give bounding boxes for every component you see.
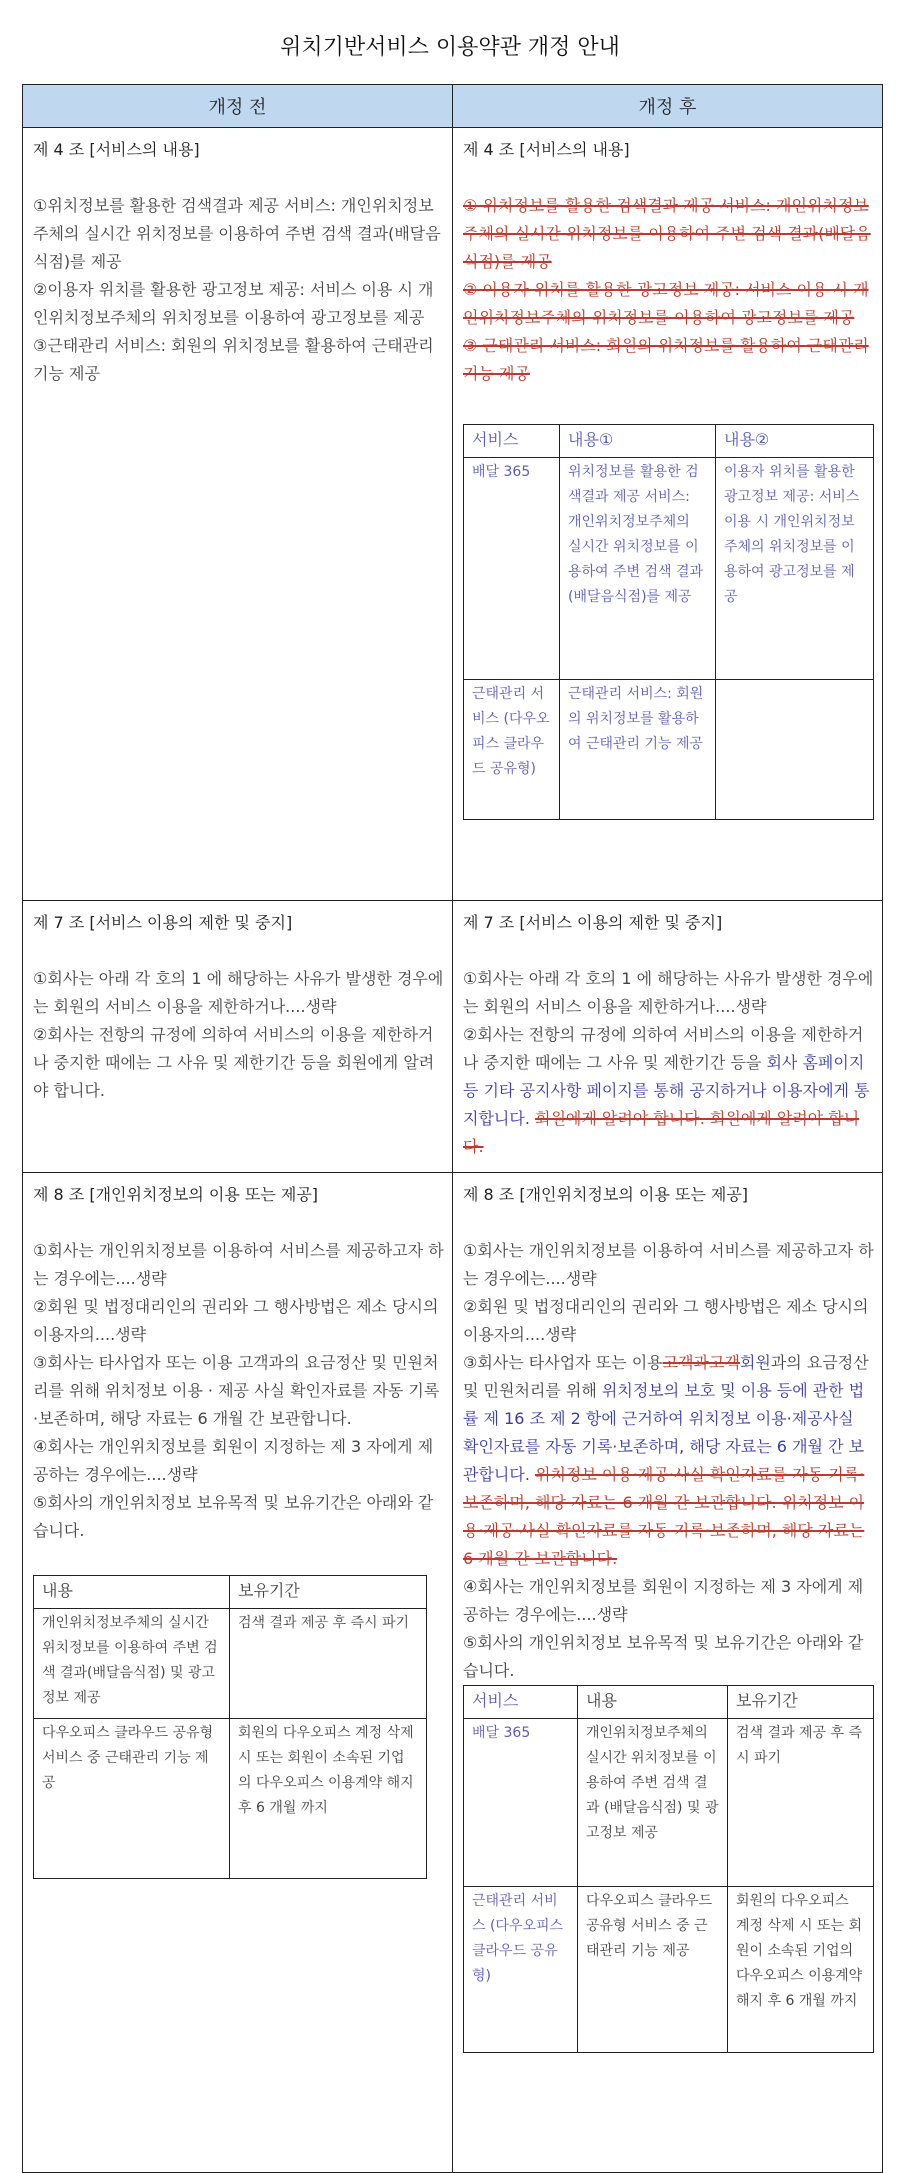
art7-before-title: 제 7 조 [서비스 이용의 제한 및 중지] <box>33 913 293 932</box>
art8-before-item-5: ⑤회사의 개인위치정보 보유목적 및 보유기간은 아래와 같습니다. <box>33 1493 434 1540</box>
art8-after-item-1: ①회사는 개인위치정보를 이용하여 서비스를 제공하고자 하는 경우에는....생략 <box>463 1241 874 1288</box>
art4-table-cell: 위치정보를 활용한 검색결과 제공 서비스: 개인위치정보주체의 실시간 위치정보를 이용하여 주변 검색 결과(배달음식점)를 제공 <box>560 458 716 680</box>
art7-before-item-2: ②회사는 전항의 규정에 의하여 서비스의 이용을 제한하거나 중지한 때에는 그 사유 및 제한기간 등을 회원에게 알려야 합니다. <box>33 1025 435 1100</box>
art8-after-table-cell: 근태관리 서비스 (다우오피스 클라우드 공유형) <box>464 1887 578 2053</box>
art7-before-cell <box>23 901 453 1173</box>
art7-after-item-2 <box>463 1021 874 1161</box>
art7-before-item-1: ①회사는 아래 각 호의 1 에 해당하는 사유가 발생한 경우에는 회원의 서비스 이용을 제한하거나....생략 <box>33 969 444 1016</box>
art8-before-table-header: 내용 <box>34 1576 230 1609</box>
art8-before-item-2: ②회원 및 법정대리인의 권리와 그 행사방법은 제소 당시의 이용자의....생략 <box>33 1297 439 1344</box>
art8-after-item-2: ②회원 및 법정대리인의 권리와 그 행사방법은 제소 당시의 이용자의....생략 <box>463 1297 869 1344</box>
art7-after-struck: 회원에게 알려야 합니다. 회원에게 알려야 합니다. <box>463 1109 860 1156</box>
art8-before-table-cell: 회원의 다우오피스 계정 삭제 시 또는 회원이 소속된 기업의 다우오피스 이용계약 해지 후 6 개월 까지 <box>230 1719 427 1879</box>
art8-after-struck-2: 위치정보 이용·제공·사실 확인자료를 자동 기록·보존하며, 해당 자료는 6 개월 간 보관합니다. 위치정보 이용·제공·사실 확인자료를 자동 기록·보존하며, 해당 자료는 6 개월 간 보관합니다. <box>463 1465 865 1568</box>
art8-after-retention-table <box>463 1685 874 2053</box>
art4-table-cell: 이용자 위치를 활용한 광고정보 제공: 서비스 이용 시 개인위치정보주체의 위치정보를 이용하여 광고정보를 제공 <box>716 458 874 680</box>
art8-after-title: 제 8 조 [개인위치정보의 이용 또는 제공] <box>463 1185 749 1204</box>
art4-table-cell: 근태관리 서비스: 회원의 위치정보를 활용하여 근태관리 기능 제공 <box>560 680 716 820</box>
art8-after-table-cell: 검색 결과 제공 후 즉시 파기 <box>728 1719 874 1887</box>
art8-after-table-cell: 개인위치정보주체의 실시간 위치정보를 이용하여 주변 검색 결과 (배달음식점) 및 광고정보 제공 <box>578 1719 728 1887</box>
art4-table-header: 서비스 <box>464 425 560 458</box>
art4-after-struck-3: ③ 근태관리 서비스: 회원의 위치정보를 활용하여 근태관리 기능 제공 <box>463 336 869 383</box>
art8-before-retention-table <box>33 1575 427 1879</box>
art8-after-table-header: 서비스 <box>464 1686 578 1719</box>
art4-table-header: 내용② <box>716 425 874 458</box>
art7-after-cell <box>453 901 883 1173</box>
art8-before-cell <box>23 1173 453 2173</box>
art4-before-cell <box>23 128 453 901</box>
art4-before-title: 제 4 조 [서비스의 내용] <box>33 140 200 159</box>
header-after: 개정 후 <box>453 85 883 128</box>
art8-after-table-cell: 회원의 다우오피스 계정 삭제 시 또는 회원이 소속된 기업의 다우오피스 이용계약 해지 후 6 개월 까지 <box>728 1887 874 2053</box>
art7-after-item-1: ①회사는 아래 각 호의 1 에 해당하는 사유가 발생한 경우에는 회원의 서비스 이용을 제한하거나....생략 <box>463 969 874 1016</box>
art8-after-item-3 <box>463 1349 874 1573</box>
art4-before-item-2: ②이용자 위치를 활용한 광고정보 제공: 서비스 이용 시 개인위치정보주체의 위치정보를 이용하여 광고정보를 제공 <box>33 280 434 327</box>
art4-before-item-3: ③근태관리 서비스: 회원의 위치정보를 활용하여 근태관리 기능 제공 <box>33 336 434 383</box>
art4-table-header: 내용① <box>560 425 716 458</box>
art4-after-cell <box>453 128 883 901</box>
art8-after-added-2: 위치정보의 보호 및 이용 등에 관한 법률 제 16 조 제 2 항에 근거하여 위치정보 이용·제공사실 확인자료를 자동 기록·보존하며, 해당 자료는 6 개월 간 보관합니다. <box>463 1381 865 1484</box>
art4-service-table <box>463 424 874 820</box>
art8-before-table-cell: 개인위치정보주체의 실시간 위치정보를 이용하여 주변 검색 결과(배달음식점) 및 광고정보 제공 <box>34 1609 230 1719</box>
art8-after-item-3-text: ③회사는 타사업자 또는 이용 <box>463 1353 663 1372</box>
art8-before-item-3: ③회사는 타사업자 또는 이용 고객과의 요금정산 및 민원처리를 위해 위치정보 이용 · 제공 사실 확인자료를 자동 기록·보존하며, 해당 자료는 6 개월 간 보관합니다. <box>33 1353 440 1428</box>
art4-table-cell <box>716 680 874 820</box>
art8-before-item-1: ①회사는 개인위치정보를 이용하여 서비스를 제공하고자 하는 경우에는....생략 <box>33 1241 444 1288</box>
art7-after-added: 회사 홈페이지 등 기타 공지사항 페이지를 통해 공지하거나 이용자에게 통지합니다. <box>463 1053 870 1128</box>
art8-after-cell <box>453 1173 883 2173</box>
art8-after-table-header: 내용 <box>578 1686 728 1719</box>
header-before: 개정 전 <box>23 85 453 128</box>
art8-after-item-5: ⑤회사의 개인위치정보 보유목적 및 보유기간은 아래와 같습니다. <box>463 1633 864 1680</box>
art4-after-struck-1: ① 위치정보를 활용한 검색결과 제공 서비스: 개인위치정보주체의 실시간 위치정보를 이용하여 주변 검색 결과(배달음식점)를 제공 <box>463 196 871 271</box>
art8-after-table-cell: 배달 365 <box>464 1719 578 1887</box>
art8-after-item-4: ④회사는 개인위치정보를 회원이 지정하는 제 3 자에게 제공하는 경우에는....생략 <box>463 1577 864 1624</box>
art8-before-table-header: 보유기간 <box>230 1576 427 1609</box>
art8-before-item-4: ④회사는 개인위치정보를 회원이 지정하는 제 3 자에게 제공하는 경우에는....생략 <box>33 1437 434 1484</box>
art8-after-item-3-text: 과의 요금정산 및 민원처리를 위해 <box>463 1353 869 1400</box>
art8-before-table-cell: 검색 결과 제공 후 즉시 파기 <box>230 1609 427 1719</box>
page-title: 위치기반서비스 이용약관 개정 안내 <box>280 35 620 60</box>
revision-table <box>22 84 883 2173</box>
art8-after-added-1: 회원 <box>739 1353 771 1372</box>
art8-after-table-header: 보유기간 <box>728 1686 874 1719</box>
art7-after-item-2-text: ②회사는 전항의 규정에 의하여 서비스의 이용을 제한하거나 중지한 때에는 그 사유 및 제한기간 등을 <box>463 1025 864 1072</box>
art4-table-cell: 근태관리 서비스 (다우오피스 클라우드 공유형) <box>464 680 560 820</box>
art8-after-struck-1: 고객과고객 <box>662 1353 740 1372</box>
art8-before-title: 제 8 조 [개인위치정보의 이용 또는 제공] <box>33 1185 319 1204</box>
art8-after-table-cell: 다우오피스 클라우드 공유형 서비스 중 근태관리 기능 제공 <box>578 1887 728 2053</box>
art8-before-table-cell: 다우오피스 클라우드 공유형 서비스 중 근태관리 기능 제공 <box>34 1719 230 1879</box>
art4-after-struck-2: ② 이용자 위치를 활용한 광고정보 제공: 서비스 이용 시 개인위치정보주체의 위치정보를 이용하여 광고정보를 제공 <box>463 280 869 327</box>
art4-table-cell: 배달 365 <box>464 458 560 680</box>
art4-after-title: 제 4 조 [서비스의 내용] <box>463 140 630 159</box>
art4-before-item-1: ①위치정보를 활용한 검색결과 제공 서비스: 개인위치정보주체의 실시간 위치정보를 이용하여 주변 검색 결과(배달음식점)를 제공 <box>33 196 441 271</box>
art7-after-title: 제 7 조 [서비스 이용의 제한 및 중지] <box>463 913 723 932</box>
